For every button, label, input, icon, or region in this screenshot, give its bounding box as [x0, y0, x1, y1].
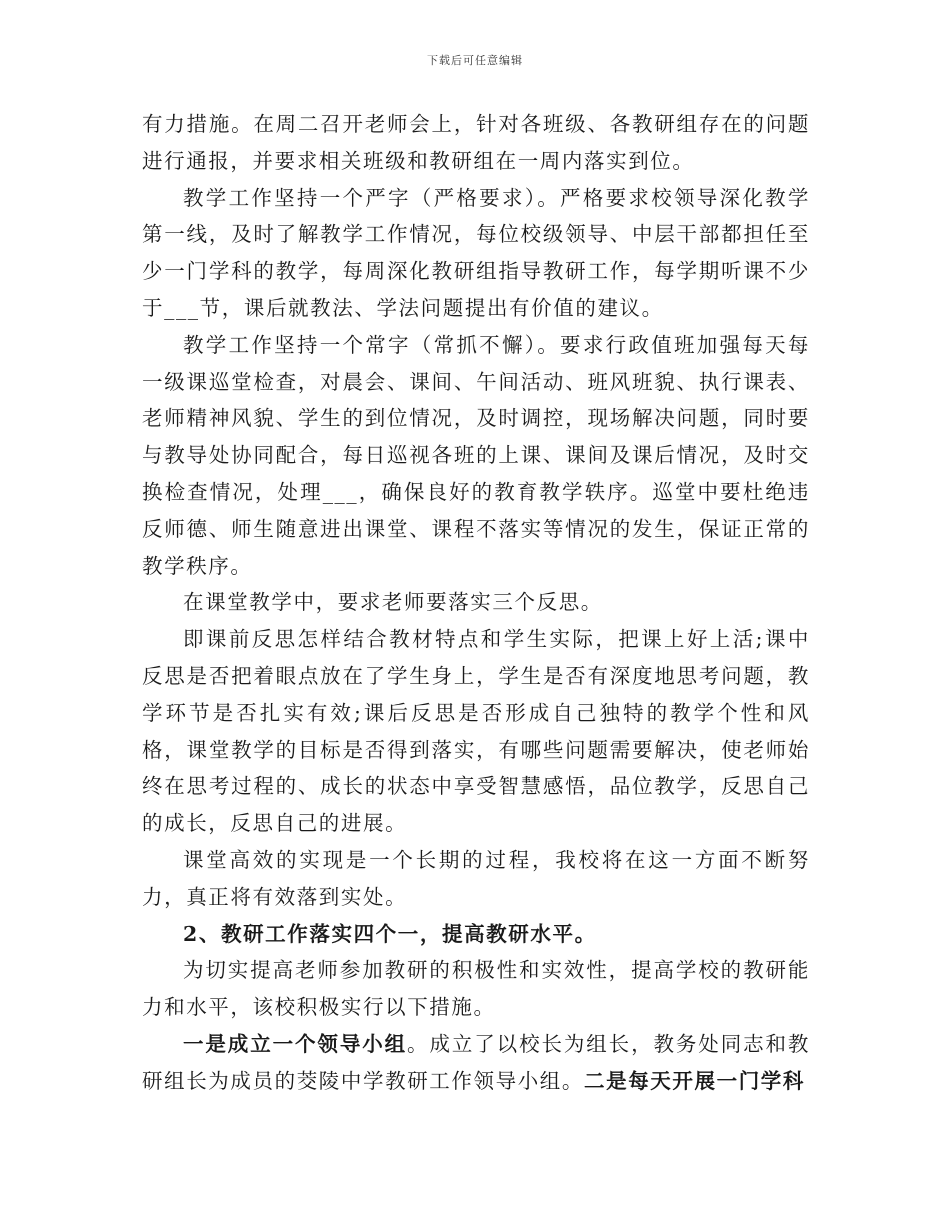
- paragraph-6: 课堂高效的实现是一个长期的过程，我校将在这一方面不断努力，真正将有效落到实处。: [142, 847, 810, 909]
- paragraph-4: 在课堂教学中，要求老师要落实三个反思。: [183, 590, 603, 615]
- bold-phrase-2: 二是每天开展一门学科: [584, 1068, 805, 1093]
- bold-phrase-1: 一是成立一个领导小组: [183, 1031, 408, 1056]
- document-body: [142, 106, 810, 1100]
- paragraph-2: 教学工作坚持一个严字（严格要求）。严格要求校领导深化教学第一线，及时了解教学工作情况，每位校级领导、中层干部都担任至少一门学科的教学，每周深化教研组指导教研工作，每学期听课不少于___节，课后就教法、学法问题提出有价值的建议。: [142, 185, 810, 320]
- page-header: 下载后可任意编辑: [427, 54, 523, 67]
- paragraph-5: 即课前反思怎样结合教材特点和学生实际，把课上好上活;课中反思是否把着眼点放在了学生身上，学生是否有深度地思考问题，教学环节是否扎实有效;课后反思是否形成自己独特的教学个性和风格，课堂教学的目标是否得到落实，有哪些问题需要解决，使老师始终在思考过程的、成长的状态中享受智慧感悟，品位教学，反思自己的成长，反思自己的进展。: [142, 627, 810, 836]
- paragraph-9-text: 。成立了以校长为组长，教务处同志和教研组长为成员的茭陵中学教研工作领导小组。: [142, 1031, 811, 1093]
- paragraph-9: [142, 1026, 810, 1100]
- paragraph-1: 有力措施。在周二召开老师会上，针对各班级、各教研组存在的问题进行通报，并要求相关班级和教研组在一周内落实到位。: [142, 112, 810, 173]
- paragraph-3: 教学工作坚持一个常字（常抓不懈）。要求行政值班加强每天每一级课巡堂检查，对晨会、课间、午间活动、班风班貌、执行课表、老师精神风貌、学生的到位情况，及时调控，现场解决问题，同时要与教导处协同配合，每日巡视各班的上课、课间及课后情况，及时交换检查情况，处理___，确保良好的教育教学轶序。巡堂中要杜绝违反师德、师生随意进出课堂、课程不落实等情况的发生，保证正常的教学秩序。: [142, 332, 810, 578]
- paragraph-8: 为切实提高老师参加教研的积极性和实效性，提高学校的教研能力和水平，该校积极实行以下措施。: [142, 958, 810, 1020]
- section-heading: 2、教研工作落实四个一，提高教研水平。: [183, 921, 597, 946]
